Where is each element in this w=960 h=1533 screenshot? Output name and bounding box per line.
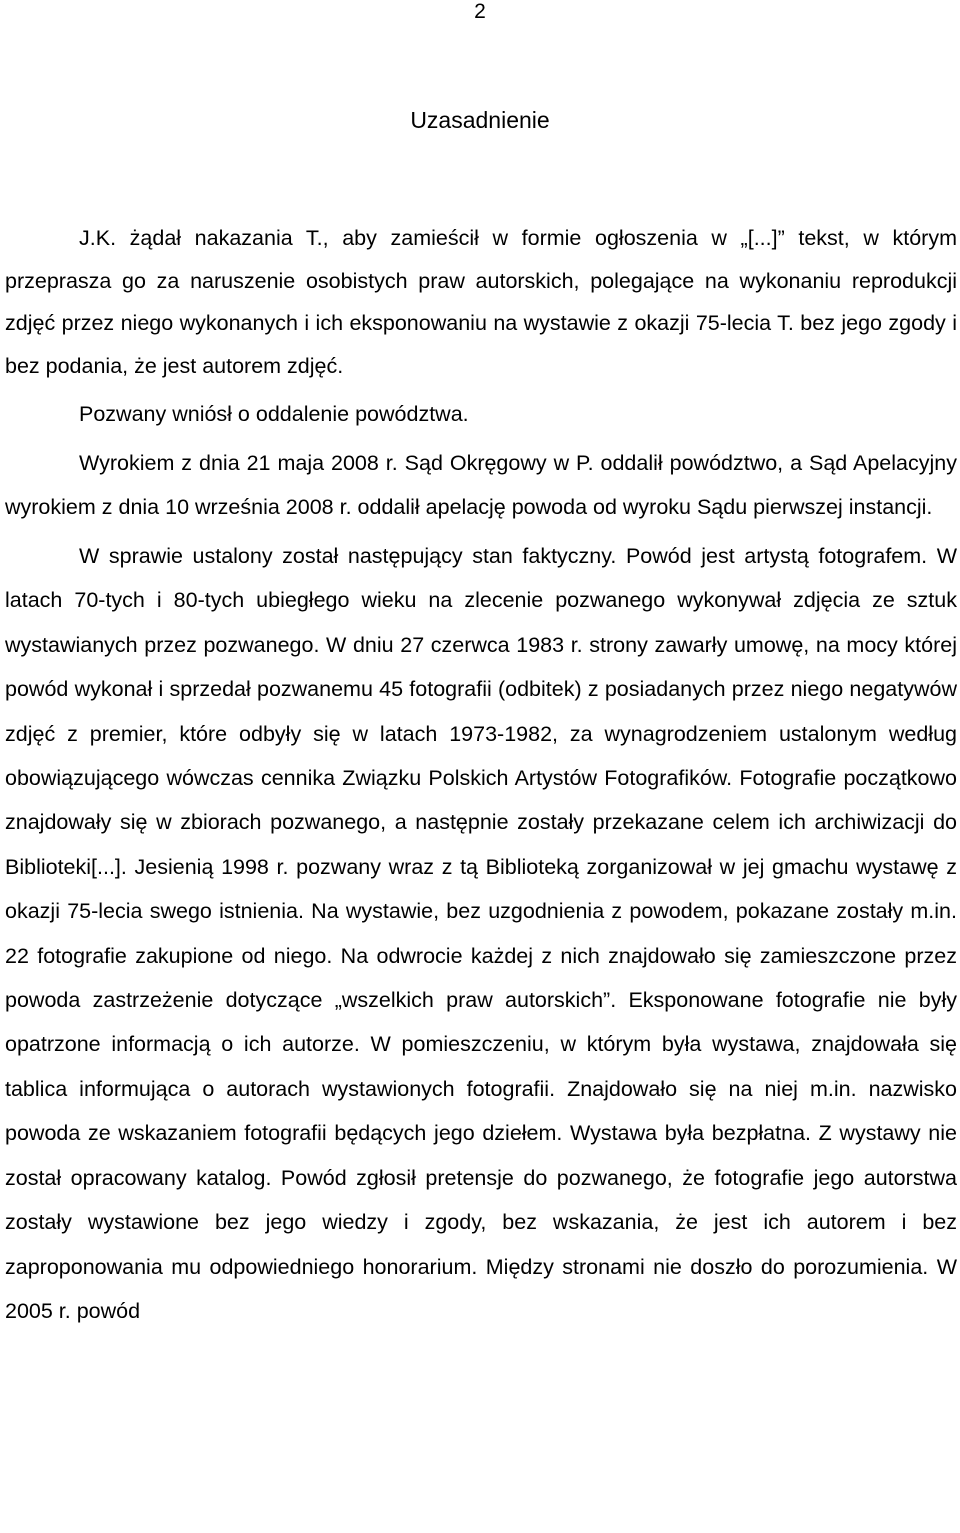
paragraph-defendant-motion: Pozwany wniósł o oddalenie powództwa. [79,402,469,426]
page-number: 2 [474,0,486,23]
paragraph-facts: W sprawie ustalony został następujący stan faktyczny. Powód jest artystą fotografem. W latach 70-tych i 80-tych ubiegłego wieku na zlecenie pozwanego wykonywał zdjęcia ze sztuk wystawianych przez pozwanego. W dniu 27 czerwca 1983 r. strony zawarły umowę, na mocy której powód wykonał i sprzedał pozwanemu 45 fotografii (odbitek) z posiadanych przez niego negatywów zdjęć z premier, które odbyły się w latach 1973-1982, za wynagrodzeniem ustalonym według obowiązującego wówczas cennika Związku Polskich Artystów Fotografików. Fotografie początkowo znajdowały się w zbiorach pozwanego, a następnie zostały przekazane celem ich archiwizacji do Biblioteki[...]. Jesienią 1998 r. pozwany wraz z tą Biblioteką zorganizował w jej gmachu wystawę z okazji 75-lecia swego istnienia. Na wystawie, bez uzgodnienia z powodem, pokazane zostały m.in. 22 fotografie zakupione od niego. Na odwrocie każdej z nich znajdowało się zamieszczone przez powoda zastrzeżenie dotyczące „wszelkich praw autorskich”. Eksponowane fotografie nie były opatrzone informacją o ich autorze. W pomieszczeniu, w którym była wystawa, znajdowała się tablica informująca o autorach wystawionych fotografii. Znajdowało się na niej m.in. nazwisko powoda ze wskazaniem fotografii będących jego dziełem. Wystawa była bezpłatna. Z wystawy nie został opracowany katalog. Powód zgłosił pretensje do pozwanego, że fotografie jego autorstwa zostały wystawione bez jego wiedzy i zgody, bez wskazania, że jest ich autorem i bez zaproponowania mu odpowiedniego honorarium. Między stronami nie doszło do porozumienia. W 2005 r. powód [5,544,957,1323]
paragraph-judgments: Wyrokiem z dnia 21 maja 2008 r. Sąd Okręgowy w P. oddalił powództwo, a Sąd Apelacyjny wyrokiem z dnia 10 września 2008 r. oddalił apelację powoda od wyroku Sądu pierwszej instancji. [5,451,957,519]
paragraph-claim: J.K. żądał nakazania T., aby zamieścił w formie ogłoszenia w „[...]” tekst, w którym przeprasza go za naruszenie osobistych praw autorskich, polegające na wykonaniu reprodukcji zdjęć przez niego wykonanych i ich eksponowaniu na wystawie z okazji 75-lecia T. bez jego zgody i bez podania, że jest autorem zdjęć. [5,226,957,378]
document-body [5,217,957,1333]
document-heading: Uzasadnienie [410,107,550,133]
